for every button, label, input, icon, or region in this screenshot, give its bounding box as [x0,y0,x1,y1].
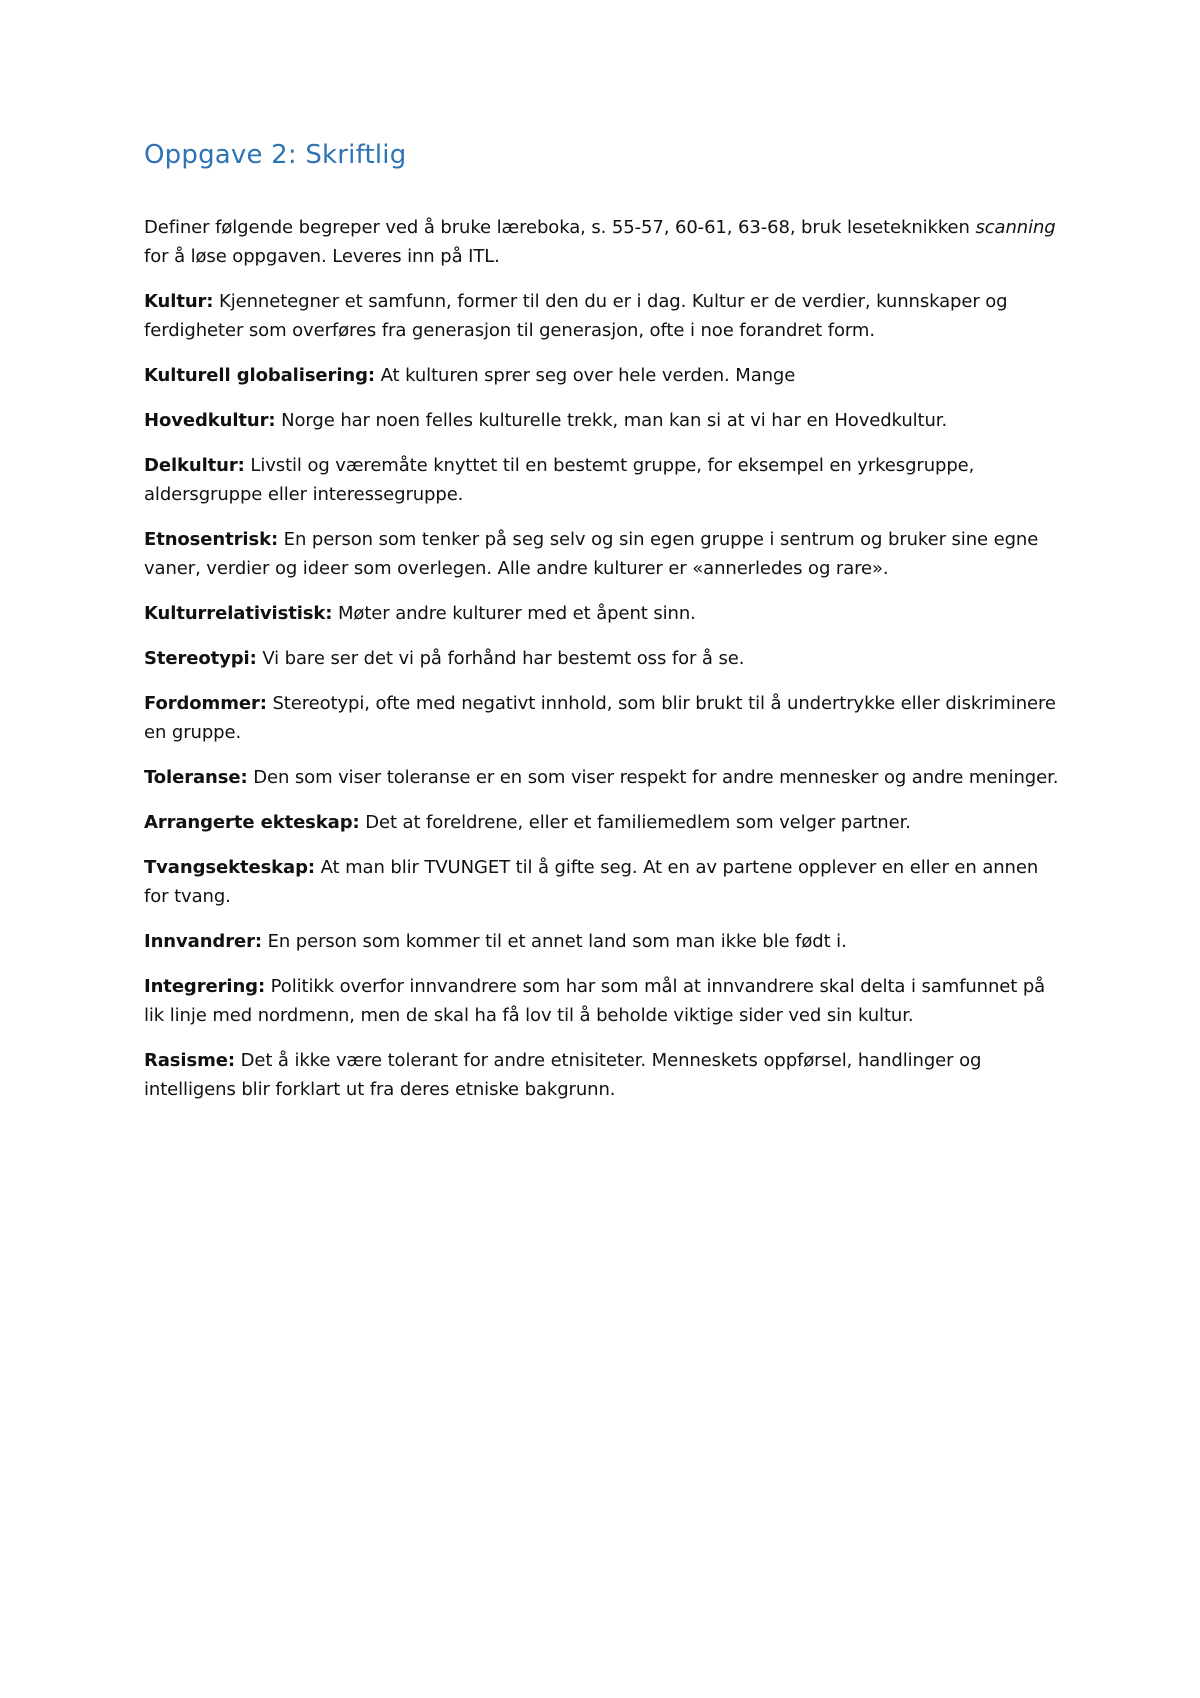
definition-text: Norge har noen felles kulturelle trekk, man kan si at vi har en Hovedkultur. [275,410,948,432]
definition-term: Fordommer: [144,693,267,715]
definition-delkultur [144,451,1064,509]
definition-term: Kulturrelativistisk: [144,603,333,625]
page-title: Oppgave 2: Skriftlig [144,140,407,170]
intro-text-start: Definer følgende begreper ved å bruke læreboka, s. 55-57, 60-61, 63-68, bruk leseteknikken [144,217,976,239]
definition-text: En person som kommer til et annet land som man ikke ble født i. [261,931,847,953]
definition-text: Politikk overfor innvandrere som har som mål at innvandrere skal delta i samfunnet på lik linje med nordmenn, men de skal ha få lov til å beholde viktige sider ved sin kultur. [144,976,1046,1027]
definition-etnosentrisk [144,525,1064,583]
definition-term: Innvandrer: [144,931,262,953]
definition-tvangsekteskap [144,853,1064,911]
definition-kulturrelativistisk [144,599,1064,628]
definition-text: Den som viser toleranse er en som viser respekt for andre mennesker og andre meninger. [247,767,1059,789]
intro-text-end: for å løse oppgaven. Leveres inn på ITL. [144,246,500,268]
definition-term: Kulturell globalisering: [144,365,375,387]
definition-term: Delkultur: [144,455,245,477]
definition-hovedkultur [144,406,1064,435]
definition-kultur [144,287,1064,345]
definition-innvandrer [144,927,1064,956]
definition-integrering [144,972,1064,1030]
definition-arrangerte-ekteskap [144,808,1064,837]
definition-kulturell-globalisering [144,361,1064,390]
definition-term: Stereotypi: [144,648,257,670]
definition-text: Vi bare ser det vi på forhånd har bestemt oss for å se. [256,648,745,670]
definition-term: Hovedkultur: [144,410,276,432]
document-content [144,140,1064,1120]
definition-fordommer [144,689,1064,747]
definition-text: Stereotypi, ofte med negativt innhold, som blir brukt til å undertrykke eller diskriminere en gruppe. [144,693,1056,744]
definition-rasisme [144,1046,1064,1104]
definition-text: En person som tenker på seg selv og sin egen gruppe i sentrum og bruker sine egne vaner, verdier og ideer som overlegen. Alle andre kulturer er «annerledes og rare». [144,529,1039,580]
definition-term: Arrangerte ekteskap: [144,812,360,834]
definition-text: Det å ikke være tolerant for andre etnisiteter. Menneskets oppførsel, handlinger og intelligens blir forklart ut fra deres etniske bakgrunn. [144,1050,982,1101]
definition-term: Integrering: [144,976,266,998]
definition-term: Rasisme: [144,1050,235,1072]
definition-text: Det at foreldrene, eller et familiemedlem som velger partner. [359,812,911,834]
definition-text: Kjennetegner et samfunn, former til den du er i dag. Kultur er de verdier, kunnskaper og ferdigheter som overføres fra generasjon til generasjon, ofte i noe forandret form. [144,291,1008,342]
definition-text: Livstil og væremåte knyttet til en bestemt gruppe, for eksempel en yrkesgruppe, aldersgruppe eller interessegruppe. [144,455,975,506]
definition-term: Kultur: [144,291,214,313]
definition-text: At man blir TVUNGET til å gifte seg. At en av partene opplever en eller en annen for tvang. [144,857,1039,908]
intro-emphasis: scanning [975,217,1056,239]
definition-term: Toleranse: [144,767,248,789]
definition-text: Møter andre kulturer med et åpent sinn. [332,603,696,625]
intro-paragraph [144,213,1064,271]
definition-stereotypi [144,644,1064,673]
definition-toleranse [144,763,1064,792]
definition-term: Etnosentrisk: [144,529,279,551]
definition-term: Tvangsekteskap: [144,857,315,879]
definition-text: At kulturen sprer seg over hele verden. Mange [375,365,796,387]
